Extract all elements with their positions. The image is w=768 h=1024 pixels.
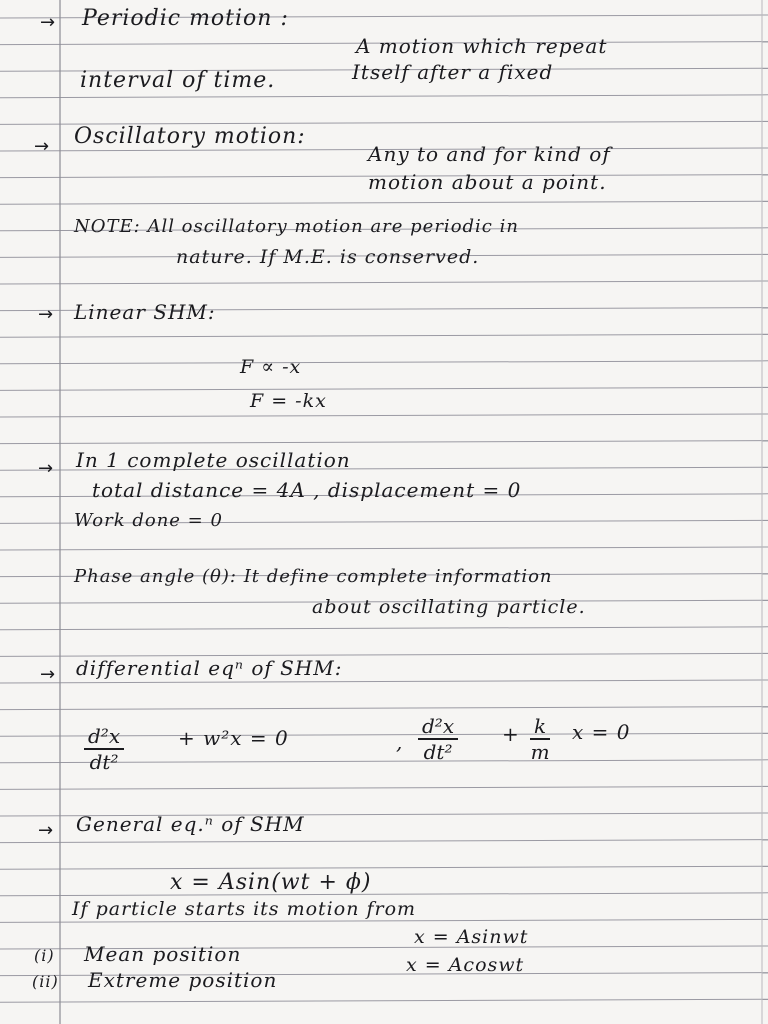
oscillatory-def-line2: motion about a point. [368, 170, 607, 194]
phase-angle-line2: about oscillating particle. [312, 596, 586, 618]
ruled-line [0, 893, 768, 896]
fraction-numerator: d²x [84, 724, 124, 750]
ruled-line [0, 627, 768, 630]
case2-label: (ii) [32, 972, 59, 991]
oscillatory-def-line1: Any to and for kind of [368, 142, 611, 166]
oscillation-line2: Work done = 0 [74, 510, 223, 531]
fraction-denominator: dt² [423, 740, 453, 764]
note-line1: NOTE: All oscillatory motion are periodic in [74, 216, 519, 237]
fraction-numerator: d²x [418, 714, 458, 740]
linear-shm-eq2: F = -kx [250, 390, 327, 412]
oscillation-heading: In 1 complete oscillation [76, 448, 351, 472]
ruled-line [0, 361, 768, 364]
ruled-line [0, 786, 768, 789]
linear-shm-eq1: F ∝ -x [240, 356, 302, 378]
ruled-line [0, 441, 768, 444]
periodic-def-line2: Itself after a fixed [352, 60, 554, 84]
case2-text: Extreme position [88, 968, 278, 992]
ruled-line [0, 680, 768, 683]
phase-angle-line1: Phase angle (θ): It define complete information [74, 566, 553, 587]
oscillation-line1: total distance = 4A , displacement = 0 [92, 478, 522, 502]
bullet-arrow-icon: → [40, 664, 56, 685]
case1-equation: x = Asinwt [414, 926, 529, 948]
bullet-arrow-icon: → [40, 12, 56, 33]
fraction-d2x-dt2 [84, 724, 124, 774]
ruled-line [0, 547, 768, 550]
ruled-line [0, 201, 768, 204]
bullet-arrow-icon: → [38, 304, 54, 325]
case1-label: (i) [34, 946, 55, 965]
differential-term2: x = 0 [572, 720, 631, 744]
differential-plus: + [502, 722, 520, 746]
fraction-d2x-dt2-second [418, 714, 458, 764]
note-line2: nature. If M.E. is conserved. [176, 246, 480, 268]
case2-equation: x = Acoswt [406, 954, 525, 976]
periodic-heading: Periodic motion : [82, 6, 289, 31]
periodic-def-line3: interval of time. [80, 68, 276, 93]
fraction-numerator: k [530, 714, 550, 740]
general-heading: General eq.ⁿ of SHM [76, 812, 305, 836]
linear-shm-heading: Linear SHM: [74, 300, 216, 324]
fraction-denominator: m [530, 740, 550, 764]
case1-text: Mean position [84, 942, 242, 966]
fraction-k-m [530, 714, 550, 764]
general-start-line: If particle starts its motion from [72, 898, 417, 920]
bullet-arrow-icon: → [34, 136, 50, 157]
differential-separator: , [396, 730, 404, 754]
differential-heading: differential eqⁿ of SHM: [76, 656, 343, 680]
ruled-line [0, 95, 768, 98]
differential-term1: + w²x = 0 [178, 726, 289, 750]
ruled-line [0, 866, 768, 869]
oscillatory-heading: Oscillatory motion: [74, 124, 306, 149]
fraction-denominator: dt² [89, 750, 119, 774]
ruled-line [0, 414, 768, 417]
ruled-line [0, 281, 768, 284]
ruled-line [0, 707, 768, 710]
bullet-arrow-icon: → [38, 820, 54, 841]
periodic-def-line1: A motion which repeat [356, 34, 608, 58]
ruled-line [0, 387, 768, 390]
ruled-line [0, 334, 768, 337]
general-equation: x = Asin(wt + ϕ) [170, 870, 372, 895]
bullet-arrow-icon: → [38, 458, 54, 479]
ruled-line [0, 840, 768, 843]
ruled-line [0, 999, 768, 1002]
